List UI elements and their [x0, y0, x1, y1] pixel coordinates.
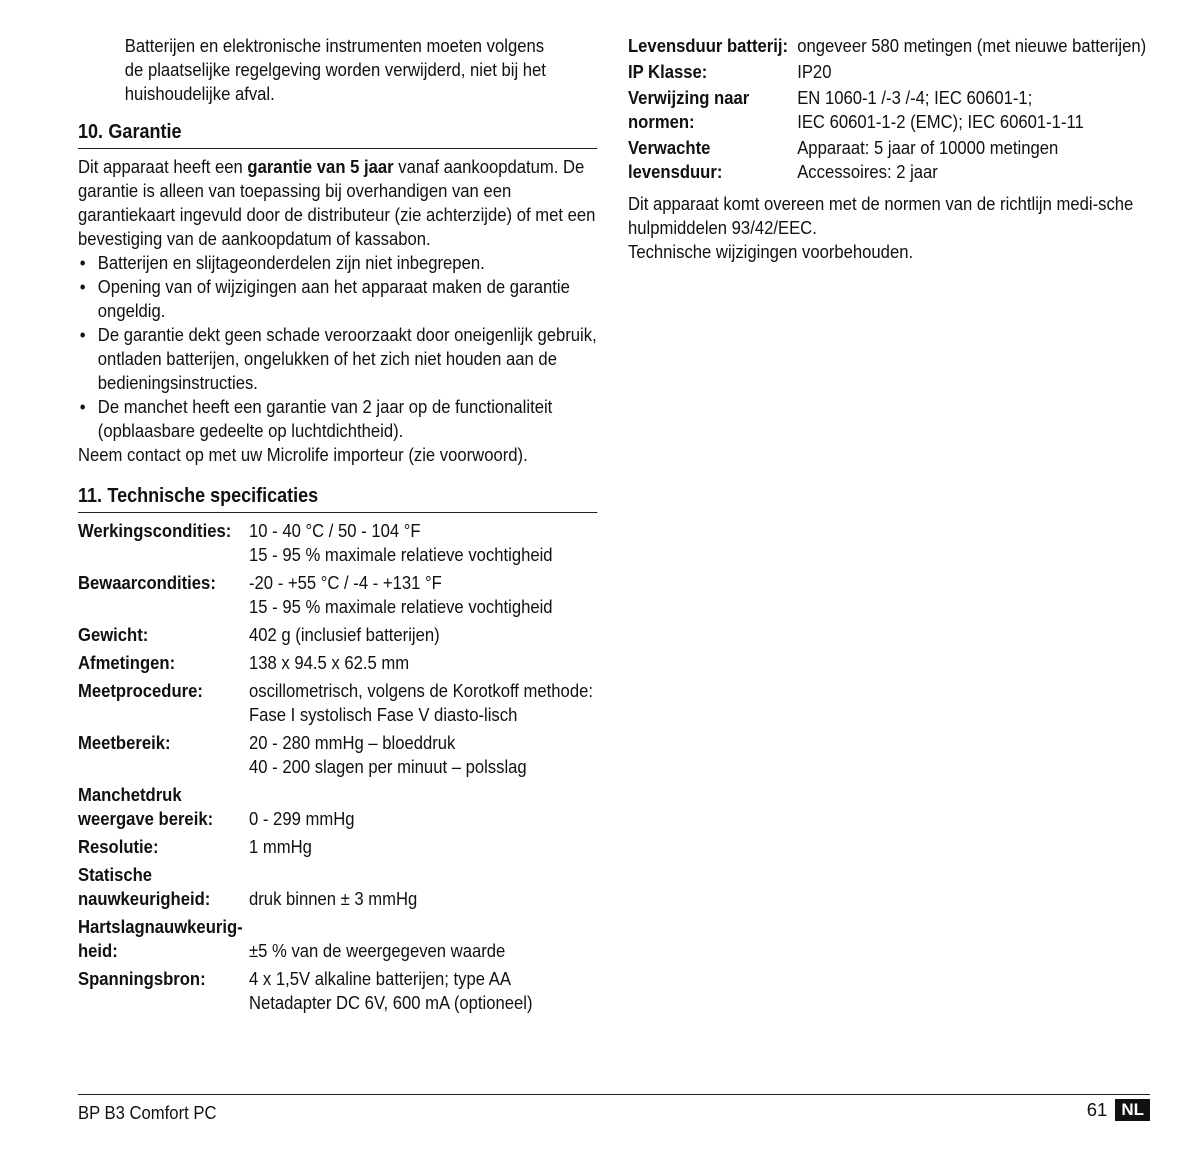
- changes-paragraph: Technische wijzigingen voorbehouden.: [628, 241, 914, 262]
- table-row: [78, 783, 597, 835]
- page-number: 61: [1086, 1099, 1108, 1120]
- warranty-text-start: Dit apparaat heeft een: [78, 156, 248, 177]
- list-item: • Opening van of wijzigingen aan het apparaat maken de garantie ongeldig.: [78, 275, 597, 323]
- warranty-period-bold: garantie van 5 jaar: [247, 156, 394, 177]
- table-row: [78, 731, 597, 783]
- spec-value: 402 g (inclusief batterijen): [249, 624, 440, 645]
- section-number: 10.: [78, 121, 104, 143]
- spec-label: Werkingscondities:: [78, 520, 232, 541]
- spec-label: Verwijzing naar normen:: [628, 87, 750, 132]
- table-row: [78, 623, 597, 651]
- list-item: • Batterijen en slijtageonderdelen zijn niet inbegrepen.: [78, 251, 597, 275]
- left-column: [78, 34, 598, 1019]
- spec-value: Apparaat: 5 jaar of 10000 metingen Accessoires: 2 jaar: [797, 137, 1059, 182]
- table-row: [78, 651, 597, 679]
- table-row: [78, 835, 597, 863]
- spec-value: 10 - 40 °C / 50 - 104 °F 15 - 95 % maximale relatieve vochtigheid: [249, 520, 553, 565]
- disposal-paragraph: Batterijen en elektronische instrumenten moeten volgens de plaatselijke regelgeving worden verwijderd, niet bij het huishoudelijke afval.: [124, 35, 546, 104]
- warranty-paragraph: [78, 155, 597, 251]
- spec-label: Spanningsbron:: [78, 968, 206, 989]
- spec-label: Statische nauwkeurigheid:: [78, 864, 211, 909]
- section-11-heading: [78, 483, 597, 513]
- spec-value: IP20: [797, 61, 832, 82]
- spec-label: Gewicht:: [78, 624, 149, 645]
- spec-label: Meetprocedure:: [78, 680, 203, 701]
- spec-value: oscillometrisch, volgens de Korotkoff methode: Fase I systolisch Fase V diasto-lisch: [249, 680, 593, 725]
- section-title: Technische specificaties: [107, 485, 319, 507]
- spec-label: Resolutie:: [78, 836, 159, 857]
- warranty-bullet-list: [78, 251, 597, 443]
- table-row: [628, 136, 1147, 186]
- spec-label: Hartslagnauwkeurig- heid:: [78, 916, 243, 961]
- spec-label: Levensduur batterij:: [628, 35, 789, 56]
- list-item: • De manchet heeft een garantie van 2 jaar op de functionaliteit (opblaasbare gedeelte op luchtdichtheid).: [78, 395, 597, 443]
- spec-value: 20 - 280 mmHg – bloeddruk 40 - 200 slagen per minuut – polsslag: [249, 732, 527, 777]
- table-row: [78, 519, 597, 571]
- spec-value: ongeveer 580 metingen (met nieuwe batterijen): [797, 35, 1147, 56]
- table-row: [628, 34, 1147, 60]
- spec-value: EN 1060-1 /-3 /-4; IEC 60601-1; IEC 60601-1-2 (EMC); IEC 60601-1-11: [797, 87, 1084, 132]
- technical-specs-table: [78, 519, 597, 1019]
- spec-value: 1 mmHg: [249, 836, 312, 857]
- spec-label: Meetbereik:: [78, 732, 171, 753]
- product-name: BP B3 Comfort PC: [78, 1102, 217, 1123]
- list-item: • De garantie dekt geen schade veroorzaakt door oneigenlijk gebruik, ontladen batterijen, ongelukken of het zich niet houden aan de bedieningsinstructies.: [78, 323, 597, 395]
- spec-label: IP Klasse:: [628, 61, 708, 82]
- table-row: [78, 863, 597, 915]
- table-row: [78, 571, 597, 623]
- spec-value: 138 x 94.5 x 62.5 mm: [249, 652, 410, 673]
- right-column: [628, 34, 1148, 264]
- table-row: [78, 915, 597, 967]
- compliance-paragraph: Dit apparaat komt overeen met de normen van de richtlijn medi-sche hulpmiddelen 93/42/EEC.: [628, 193, 1134, 238]
- table-row: [628, 86, 1147, 136]
- section-10-heading: [78, 119, 597, 149]
- language-badge: NL: [1115, 1099, 1150, 1121]
- spec-value: 4 x 1,5V alkaline batterijen; type AA Netadapter DC 6V, 600 mA (optioneel): [249, 968, 533, 1013]
- technical-specs-continued-table: [628, 34, 1147, 186]
- section-number: 11.: [78, 485, 103, 507]
- spec-label: Bewaarcondities:: [78, 572, 216, 593]
- contact-paragraph: Neem contact op met uw Microlife importeur (zie voorwoord).: [78, 444, 528, 465]
- section-title: Garantie: [108, 121, 182, 143]
- warranty-text-end: vanaf aankoopdatum. De garantie is alleen van toepassing bij overhandigen van een garantiekaart ingevuld door de distributeur (zie achterzijde) of met een bevestiging van de aankoopdatum of kassabon.: [78, 156, 596, 249]
- spec-value: 0 - 299 mmHg: [249, 808, 355, 829]
- footer-page-info: [1087, 1099, 1150, 1121]
- spec-value: druk binnen ± 3 mmHg: [249, 888, 418, 909]
- spec-label: Afmetingen:: [78, 652, 176, 673]
- spec-label: Verwachte levensduur:: [628, 137, 723, 182]
- table-row: [78, 679, 597, 731]
- spec-value: ±5 % van de weergegeven waarde: [249, 940, 506, 961]
- page-footer: [78, 1094, 1150, 1123]
- table-row: [78, 967, 597, 1019]
- table-row: [628, 60, 1147, 86]
- spec-label: Manchetdruk weergave bereik:: [78, 784, 214, 829]
- spec-value: -20 - +55 °C / -4 - +131 °F 15 - 95 % maximale relatieve vochtigheid: [249, 572, 553, 617]
